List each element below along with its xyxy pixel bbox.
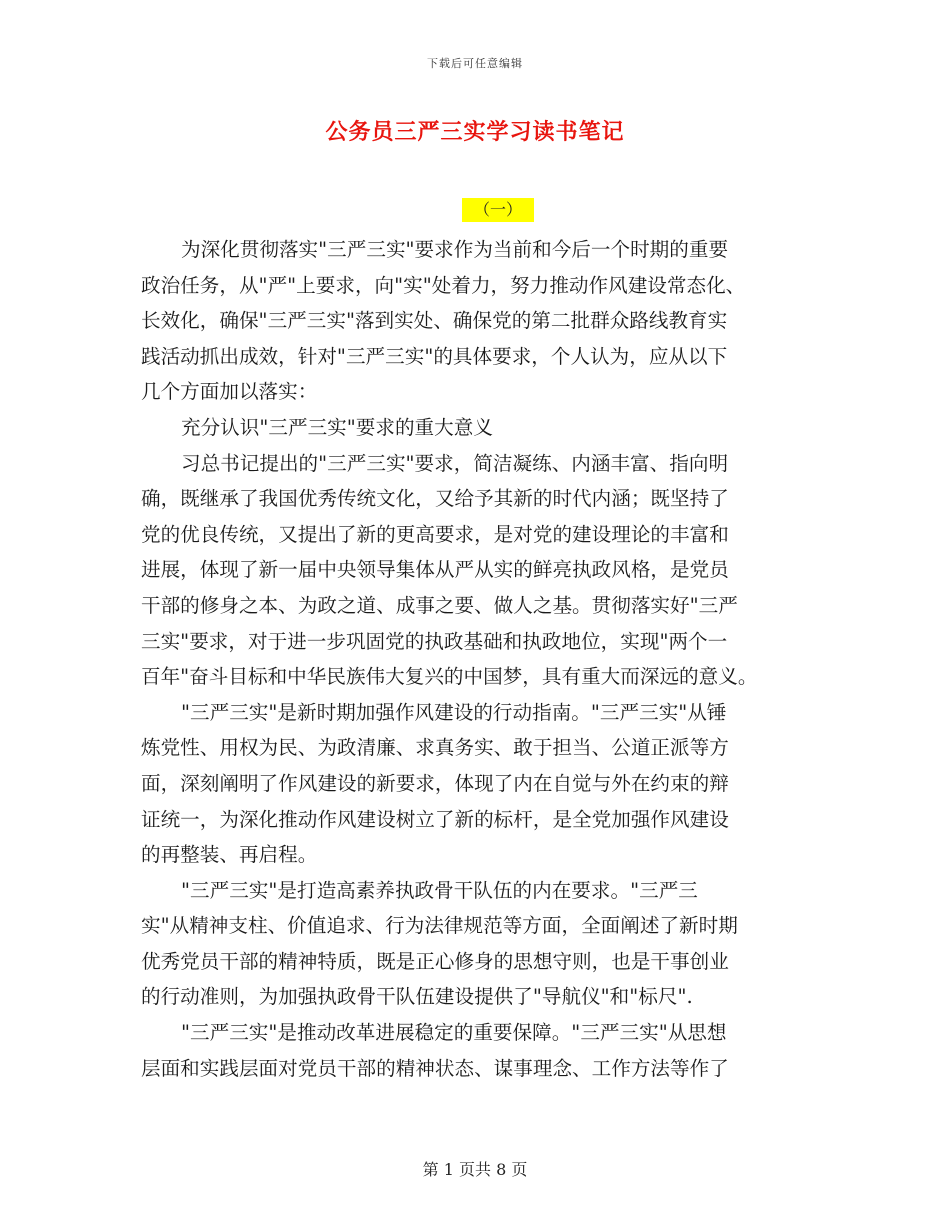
body-line: 炼党性、用权为民、为政清廉、求真务实、敢于担当、公道正派等方 (141, 736, 729, 760)
body-line: 进展，体现了新一届中央领导集体从严从实的鲜亮执政风格，是党员 (141, 558, 729, 582)
body-line: 政治任务，从"严"上要求，向"实"处着力，努力推动作风建设常态化、 (141, 273, 746, 297)
body-subheading: 充分认识"三严三实"要求的重大意义 (181, 415, 493, 439)
document-title: 公务员三严三实学习读书笔记 (325, 119, 625, 145)
body-line: 习总书记提出的"三严三实"要求，简洁凝练、内涵丰富、指向明 (181, 451, 729, 475)
page-header-note: 下载后可任意编辑 (427, 57, 523, 70)
body-line: 实"从精神支柱、价值追求、行为法律规范等方面，全面阐述了新时期 (141, 914, 738, 938)
body-line: "三严三实"是推动改革进展稳定的重要保障。"三严三实"从思想 (181, 1021, 727, 1045)
body-line: 几个方面加以落实： (141, 380, 318, 404)
body-line: 三实"要求，对于进一步巩固党的执政基础和执政地位，实现"两个一 (141, 629, 728, 653)
body-line: 面，深刻阐明了作风建设的新要求，体现了内在自觉与外在约束的辩 (141, 771, 729, 795)
body-line: "三严三实"是打造高素养执政骨干队伍的内在要求。"三严三 (181, 878, 698, 902)
body-line: 层面和实践层面对党员干部的精神状态、谋事理念、工作方法等作了 (141, 1056, 729, 1080)
body-line: 的再整装、再启程。 (141, 843, 318, 867)
section-label-wrap (0, 198, 950, 222)
body-line: 的行动准则，为加强执政骨干队伍建设提供了"导航仪"和"标尺". (141, 985, 693, 1009)
body-line: 为深化贯彻落实"三严三实"要求作为当前和今后一个时期的重要 (181, 238, 729, 261)
document-body (141, 232, 811, 1086)
body-line: 百年"奋斗目标和中华民族伟大复兴的中国梦，具有重大而深远的意义。 (141, 665, 758, 689)
body-line: 确，既继承了我国优秀传统文化，又给予其新的时代内涵；既坚持了 (141, 487, 729, 511)
section-label: （一） (462, 198, 534, 222)
body-line: 长效化，确保"三严三实"落到实处、确保党的第二批群众路线教育实 (141, 309, 728, 333)
body-line: 优秀党员干部的精神特质，既是正心修身的思想守则，也是干事创业 (141, 949, 729, 973)
body-line: 干部的修身之本、为政之道、成事之要、做人之基。贯彻落实好"三严 (141, 593, 738, 617)
body-line: "三严三实"是新时期加强作风建设的行动指南。"三严三实"从锤 (181, 700, 727, 724)
page-footer-number: 第 1 页共 8 页 (422, 1160, 528, 1179)
body-line: 证统一，为深化推动作风建设树立了新的标杆，是全党加强作风建设 (141, 807, 729, 831)
body-line: 党的优良传统，又提出了新的更高要求，是对党的建设理论的丰富和 (141, 522, 729, 546)
body-line: 践活动抓出成效，针对"三严三实"的具体要求，个人认为，应从以下 (141, 344, 728, 368)
